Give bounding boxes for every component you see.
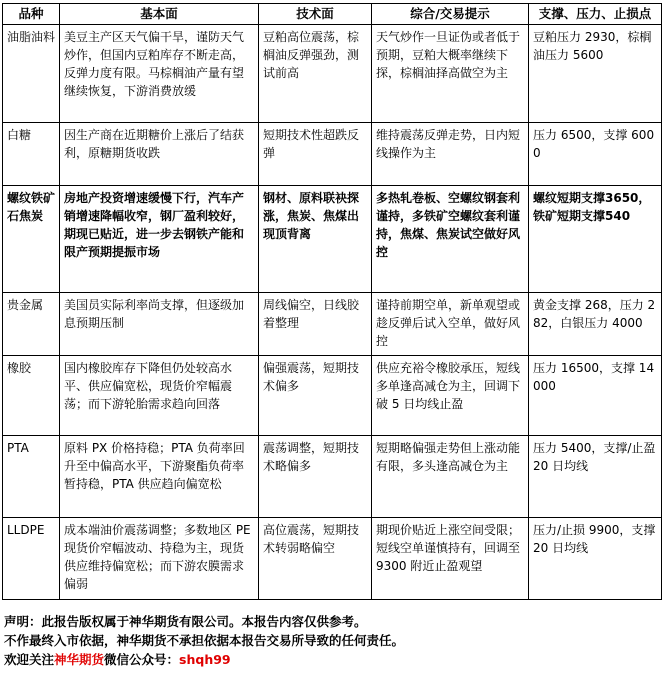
header-variety: 品种 xyxy=(3,4,60,25)
technical-cell: 豆粕高位震荡，棕榈油反弹强劲，测试前高 xyxy=(259,25,372,123)
fundamental-cell: 美国员实际利率尚支撑，但逐级加息预期压制 xyxy=(60,293,259,356)
brand-name: 神华期货 xyxy=(54,652,105,667)
variety-cell: 贵金属 xyxy=(3,293,60,356)
table-row xyxy=(3,293,662,356)
variety-cell: 白糖 xyxy=(3,123,60,186)
follow-prefix: 欢迎关注 xyxy=(4,652,55,667)
levels-cell: 压力/止损 9900，支撑 20 日均线 xyxy=(529,518,662,600)
advice-cell: 天气炒作一旦证伪或者低于预期，豆粕大概率继续下探，棕榈油择高做空为主 xyxy=(372,25,529,123)
fundamental-cell: 成本端油价震荡调整；多数地区 PE 现货价窄幅波动、持稳为主，现货供应维持偏宽松；而下游农膜需求偏弱 xyxy=(60,518,259,600)
follow-middle: 微信公众号： xyxy=(104,652,180,667)
fundamental-cell: 因生产商在近期糖价上涨后了结获利，原糖期货收跌 xyxy=(60,123,259,186)
technical-cell: 偏强震荡，短期技术偏多 xyxy=(259,356,372,436)
advice-cell: 多热轧卷板、空螺纹钢套利谨持，多铁矿空螺纹套利谨持，焦煤、焦炭试空做好风控 xyxy=(372,186,529,293)
technical-cell: 短期技术性超跌反弹 xyxy=(259,123,372,186)
levels-cell: 压力 16500，支撑 14000 xyxy=(529,356,662,436)
advice-cell: 供应充裕令橡胶承压，短线多单逢高减仓为主，回调下破 5 日均线止盈 xyxy=(372,356,529,436)
levels-cell: 豆粕压力 2930，棕榈油压力 5600 xyxy=(529,25,662,123)
levels-cell: 压力 5400，支撑/止盈 20 日均线 xyxy=(529,436,662,518)
fundamental-cell: 国内橡胶库存下降但仍处较高水平、供应偏宽松，现货价窄幅震荡；而下游轮胎需求趋向回落 xyxy=(60,356,259,436)
variety-cell: LLDPE xyxy=(3,518,60,600)
variety-cell: PTA xyxy=(3,436,60,518)
fundamental-cell: 美豆主产区天气偏干旱，谨防天气炒作，但国内豆粕库存不断走高，反弹力度有限。马棕榈油产量有望继续恢复，下游消费放缓 xyxy=(60,25,259,123)
header-technical: 技术面 xyxy=(259,4,372,25)
disclaimer-line: 不作最终入市依据，神华期货不承担依据本报告交易所导致的任何责任。 xyxy=(4,633,405,648)
technical-cell: 震荡调整，短期技术略偏多 xyxy=(259,436,372,518)
levels-cell: 黄金支撑 268，压力 282，白银压力 4000 xyxy=(529,293,662,356)
futures-report-table xyxy=(2,3,662,600)
table-header-row xyxy=(3,4,662,25)
technical-cell: 周线偏空，日线胶着整理 xyxy=(259,293,372,356)
wechat-follow-line xyxy=(4,650,662,669)
technical-cell: 高位震荡，短期技术转弱略偏空 xyxy=(259,518,372,600)
variety-cell: 油脂油料 xyxy=(3,25,60,123)
table-row xyxy=(3,436,662,518)
advice-cell: 短期略偏强走势但上涨动能有限，多头逢高减仓为主 xyxy=(372,436,529,518)
header-fundamental: 基本面 xyxy=(60,4,259,25)
table-row xyxy=(3,123,662,186)
advice-cell: 谨持前期空单，新单观望或趁反弹后试入空单，做好风控 xyxy=(372,293,529,356)
wechat-account: shqh99 xyxy=(179,652,231,667)
disclaimer-footer xyxy=(4,612,662,669)
header-advice: 综合/交易提示 xyxy=(372,4,529,25)
advice-cell: 期现价贴近上涨空间受限；短线空单谨慎持有，回调至 9300 附近止盈观望 xyxy=(372,518,529,600)
disclaimer-line: 声明：此报告版权属于神华期货有限公司。本报告内容仅供参考。 xyxy=(4,614,367,629)
variety-cell: 橡胶 xyxy=(3,356,60,436)
header-levels: 支撑、压力、止损点 xyxy=(529,4,662,25)
fundamental-cell: 房地产投资增速缓慢下行，汽车产销增速降幅收窄，钢厂盈利较好，期现已贴近，进一步去钢铁产能和限产预期提振市场 xyxy=(60,186,259,293)
table-row xyxy=(3,356,662,436)
advice-cell: 维持震荡反弹走势，日内短线操作为主 xyxy=(372,123,529,186)
variety-cell: 螺纹铁矿石焦炭 xyxy=(3,186,60,293)
technical-cell: 钢材、原料联袂探涨，焦炭、焦煤出现顶背离 xyxy=(259,186,372,293)
levels-cell: 螺纹短期支撑3650，铁矿短期支撑540 xyxy=(529,186,662,293)
levels-cell: 压力 6500，支撑 6000 xyxy=(529,123,662,186)
table-row xyxy=(3,518,662,600)
fundamental-cell: 原料 PX 价格持稳；PTA 负荷率回升至中偏高水平，下游聚酯负荷率暂持稳，PTA 供应趋向偏宽松 xyxy=(60,436,259,518)
table-row xyxy=(3,25,662,123)
table-row xyxy=(3,186,662,293)
